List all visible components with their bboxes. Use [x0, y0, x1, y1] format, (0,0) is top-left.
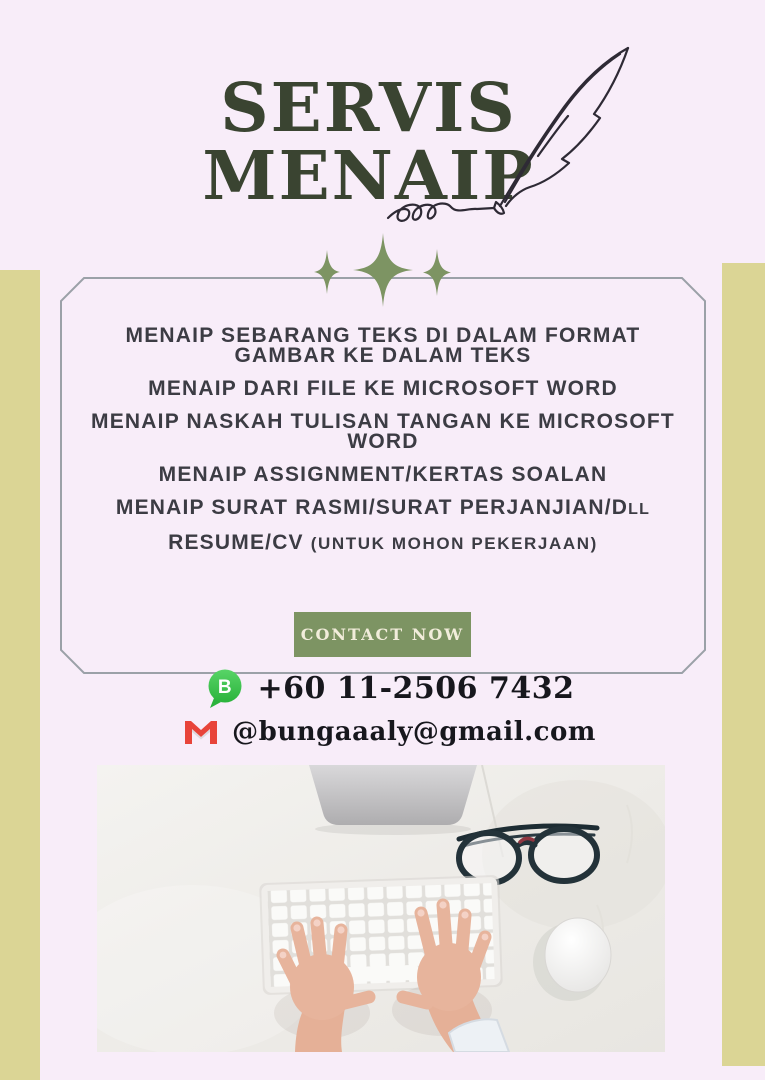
service-line: MENAIP NASKAH TULISAN TANGAN KE MICROSOFT	[91, 410, 675, 433]
service-item	[74, 498, 692, 520]
gmail-icon	[183, 718, 219, 746]
service-line: RESUME/CV	[168, 531, 311, 554]
whatsapp-icon-letter: B	[217, 677, 232, 698]
whatsapp-contact-row[interactable]	[0, 666, 765, 710]
service-item	[74, 465, 692, 485]
service-item	[74, 533, 692, 554]
contact-now-button[interactable]: CONTACT NOW	[294, 612, 471, 657]
service-item	[74, 379, 692, 399]
service-line: MENAIP ASSIGNMENT/KERTAS SOALAN	[158, 463, 608, 486]
service-line-small: LL	[628, 501, 651, 518]
photo-scene	[97, 765, 665, 1052]
service-item	[74, 412, 692, 452]
email-contact-row[interactable]	[0, 711, 765, 753]
services-list	[74, 326, 692, 554]
service-line: MENAIP SURAT RASMI/SURAT PERJANJIAN/D	[115, 496, 629, 519]
title-line-1: SERVIS	[220, 68, 517, 147]
hands-typing-photo	[97, 765, 665, 1052]
service-line-small: (UNTUK MOHON PEKERJAAN)	[310, 534, 598, 553]
whatsapp-number[interactable]: +60 11-2506 7432	[257, 670, 575, 706]
right-accent-bar	[722, 263, 765, 1066]
quill-pen-icon	[378, 36, 650, 242]
title-line-2: MENAIP	[202, 136, 535, 216]
service-line: MENAIP DARI FILE KE MICROSOFT WORD	[148, 377, 618, 400]
sparkles-icon	[305, 230, 465, 314]
service-item	[74, 326, 692, 366]
service-line: WORD	[347, 430, 419, 453]
service-line: MENAIP SEBARANG TEKS DI DALAM FORMAT	[125, 324, 641, 347]
email-address[interactable]: @bungaaaly@gmail.com	[232, 717, 596, 747]
service-line: GAMBAR KE DALAM TEKS	[234, 344, 532, 367]
whatsapp-business-icon	[205, 667, 245, 709]
